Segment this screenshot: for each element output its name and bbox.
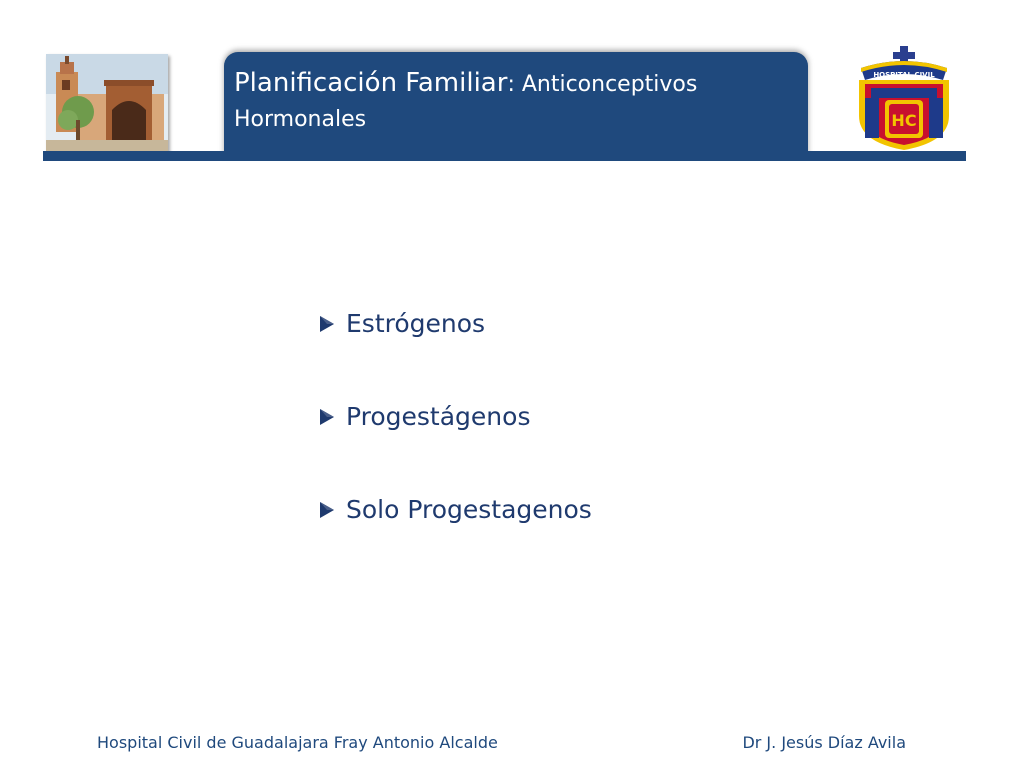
title-banner	[224, 52, 808, 158]
crest-text: HOSPITAL CIVIL	[873, 71, 935, 79]
title-sub: : Anticonceptivos	[507, 72, 698, 97]
list-item	[318, 486, 592, 533]
triangle-bullet-icon	[318, 315, 336, 333]
bullet-label: Progestágenos	[346, 402, 531, 431]
footer-author: Dr J. Jesús Díaz Avila	[742, 733, 906, 752]
bullet-label: Solo Progestagenos	[346, 495, 592, 524]
bullet-list	[318, 300, 592, 579]
triangle-bullet-icon	[318, 408, 336, 426]
header-divider-bar	[43, 151, 966, 161]
list-item	[318, 393, 592, 440]
page-title	[234, 66, 798, 103]
building-painting-image	[46, 54, 168, 152]
footer-hospital-name: Hospital Civil de Guadalajara Fray Antonio Alcalde	[97, 733, 498, 752]
title-line2: Hormonales	[234, 107, 367, 132]
title-main: Planificación Familiar	[234, 68, 508, 98]
list-item	[318, 300, 592, 347]
triangle-bullet-icon	[318, 501, 336, 519]
crest-initials: HC	[891, 111, 917, 130]
hospital-crest-logo	[853, 46, 955, 152]
bullet-label: Estrógenos	[346, 309, 486, 338]
